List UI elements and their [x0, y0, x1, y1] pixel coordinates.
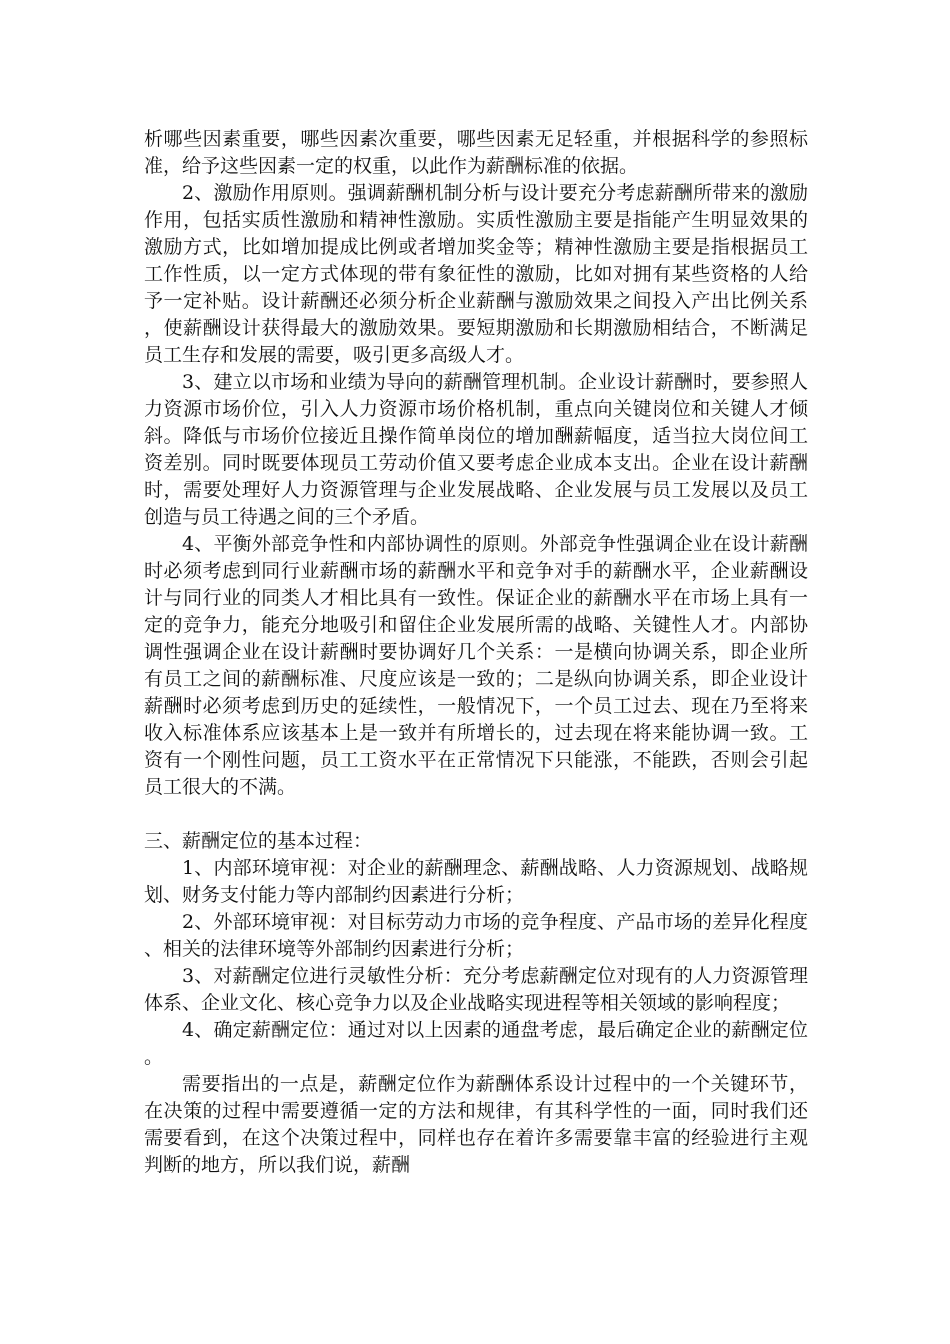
paragraph-continuation: 析哪些因素重要，哪些因素次重要，哪些因素无足轻重，并根据科学的参照标准，给予这些因素一定的权重，以此作为薪酬标准的依据。: [144, 128, 808, 177]
section-heading: 三、薪酬定位的基本过程：: [144, 830, 373, 852]
section-spacer: [144, 801, 808, 828]
step-external-review: 2、外部环境审视：对目标劳动力市场的竞争程度、产品市场的差异化程度、相关的法律环境等外部制约因素进行分析；: [144, 911, 808, 960]
paragraph-market-performance: 3、建立以市场和业绩为导向的薪酬管理机制。企业设计薪酬时，要参照人力资源市场价位，引入人力资源市场价格机制，重点向关键岗位和关键人才倾斜。降低与市场价位接近且操作简单岗位的增加酬薪幅度，适当拉大岗位间工资差别。同时既要体现员工劳动价值又要考虑企业成本支出。企业在设计薪酬时，需要处理好人力资源管理与企业发展战略、企业发展与员工发展以及员工创造与员工待遇之间的三个矛盾。: [144, 371, 808, 528]
step-determine-positioning: 4、确定薪酬定位：通过对以上因素的通盘考虑，最后确定企业的薪酬定位。: [144, 1019, 808, 1068]
paragraph-incentive-principle: 2、激励作用原则。强调薪酬机制分析与设计要充分考虑薪酬所带来的激励作用，包括实质性激励和精神性激励。实质性激励主要是指能产生明显效果的激励方式，比如增加提成比例或者增加奖金等；精神性激励主要是指根据员工工作性质，以一定方式体现的带有象征性的激励，比如对拥有某些资格的人给予一定补贴。设计薪酬还必须分析企业薪酬与激励效果之间投入产出比例关系，使薪酬设计获得最大的激励效果。要短期激励和长期激励相结合，不断满足员工生存和发展的需要，吸引更多高级人才。: [144, 182, 808, 366]
paragraph-closing: 需要指出的一点是，薪酬定位作为薪酬体系设计过程中的一个关键环节，在决策的过程中需要遵循一定的方法和规律，有其科学性的一面，同时我们还需要看到，在这个决策过程中，同样也存在着许多需要靠丰富的经验进行主观判断的地方，所以我们说，薪酬: [144, 1073, 808, 1176]
document-page: [144, 126, 808, 1179]
step-sensitivity-analysis: 3、对薪酬定位进行灵敏性分析：充分考虑薪酬定位对现有的人力资源管理体系、企业文化、核心竞争力以及企业战略实现进程等相关领域的影响程度；: [144, 965, 808, 1014]
step-internal-review: 1、内部环境审视：对企业的薪酬理念、薪酬战略、人力资源规划、战略规划、财务支付能力等内部制约因素进行分析；: [144, 857, 808, 906]
paragraph-balance-principle: 4、平衡外部竞争性和内部协调性的原则。外部竞争性强调企业在设计薪酬时必须考虑到同行业薪酬市场的薪酬水平和竞争对手的薪酬水平，企业薪酬设计与同行业的同类人才相比具有一致性。保证企业的薪酬水平在市场上具有一定的竞争力，能充分地吸引和留住企业发展所需的战略、关键性人才。内部协调性强调企业在设计薪酬时要协调好几个关系：一是横向协调关系，即企业所有员工之间的薪酬标准、尺度应该是一致的；二是纵向协调关系，即企业设计薪酬时必须考虑到历史的延续性，一般情况下，一个员工过去、现在乃至将来收入标准体系应该基本上是一致并有所增长的，过去现在将来能协调一致。工资有一个刚性问题，员工工资水平在正常情况下只能涨，不能跌，否则会引起员工很大的不满。: [144, 533, 808, 798]
